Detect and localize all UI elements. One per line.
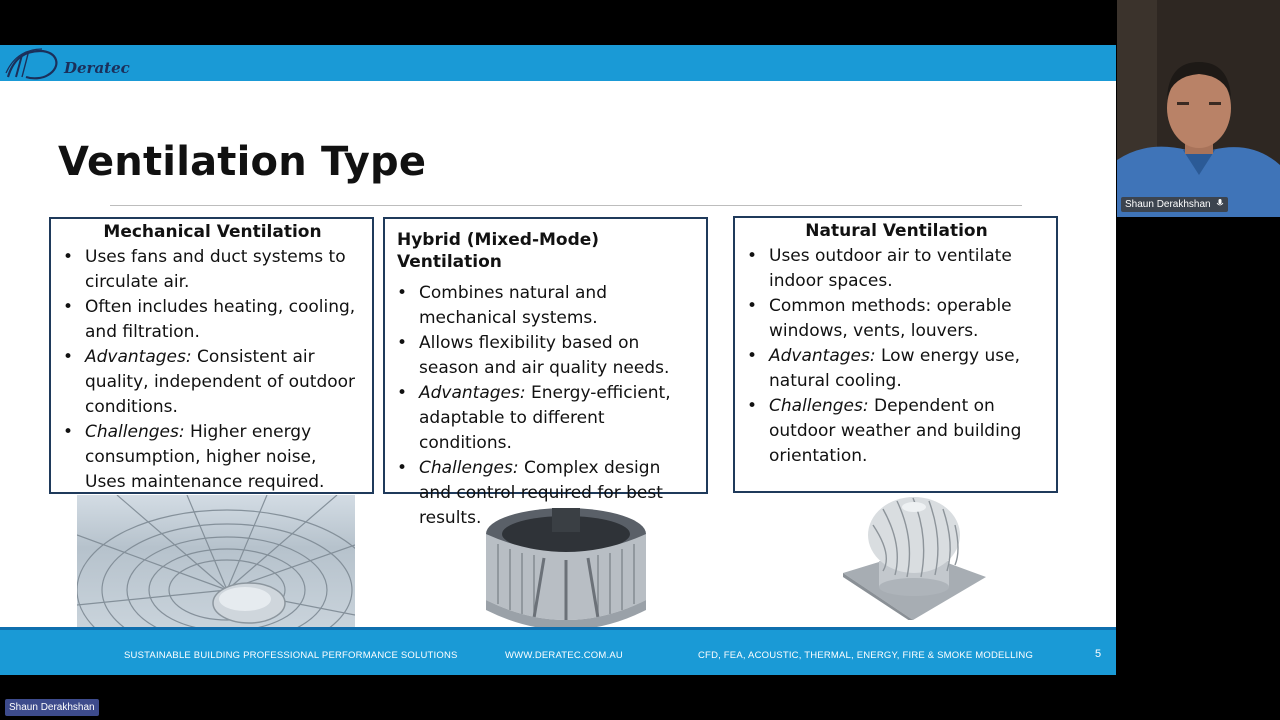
deratec-logo (4, 47, 130, 81)
list-item: • Challenges: Dependent on outdoor weather and building orientation. (747, 394, 1046, 469)
mechanical-box-title: Mechanical Ventilation (103, 222, 322, 242)
list-item: • Often includes heating, cooling, and filtration. (63, 295, 362, 345)
mechanical-fan-image (77, 495, 355, 627)
deratec-logo-mark-icon (4, 47, 62, 81)
participant-video-tile[interactable] (1117, 0, 1280, 217)
footer-services: CFD, FEA, ACOUSTIC, THERMAL, ENERGY, FIRE & SMOKE MODELLING (698, 650, 1034, 661)
hybrid-ventilator-image (484, 500, 648, 630)
slide-title: Ventilation Type (58, 139, 427, 185)
list-item: • Advantages: Low energy use, natural cooling. (747, 344, 1046, 394)
participant-name-tag: Shaun Derakhshan (1121, 197, 1228, 212)
list-item: • Challenges: Higher energy consumption, higher noise, Uses maintenance required. (63, 420, 362, 495)
hybrid-bullet-list (397, 281, 696, 531)
presenter-name-tag: Shaun Derakhshan (5, 699, 99, 716)
natural-ventilation-box (733, 216, 1058, 493)
natural-box-title: Natural Ventilation (805, 221, 988, 241)
natural-bullet-list (747, 244, 1046, 469)
list-item: • Challenges: Complex design and control required for best results. (397, 456, 696, 531)
slide-page-number: 5 (1095, 648, 1102, 660)
list-item: • Advantages: Energy-efficient, adaptable to different conditions. (397, 381, 696, 456)
list-item: • Advantages: Consistent air quality, independent of outdoor conditions. (63, 345, 362, 420)
mechanical-ventilation-box (49, 217, 374, 494)
presentation-slide (0, 45, 1116, 675)
mic-icon (1216, 199, 1224, 208)
title-divider (110, 205, 1022, 206)
slide-footer (0, 627, 1116, 675)
hybrid-ventilation-box (383, 217, 708, 528)
footer-website: WWW.DERATEC.COM.AU (505, 650, 623, 661)
footer-tagline: SUSTAINABLE BUILDING PROFESSIONAL PERFORMANCE SOLUTIONS (124, 650, 458, 661)
list-item: • Allows flexibility based on season and air quality needs. (397, 331, 696, 381)
list-item: • Uses outdoor air to ventilate indoor spaces. (747, 244, 1046, 294)
participant-avatar (1117, 0, 1280, 217)
turbine-vent-image (843, 495, 986, 620)
list-item: • Combines natural and mechanical systems. (397, 281, 696, 331)
hybrid-box-title: Hybrid (Mixed-Mode) Ventilation (397, 230, 600, 272)
list-item: • Uses fans and duct systems to circulate air. (63, 245, 362, 295)
mechanical-bullet-list (63, 245, 362, 495)
logo-wordmark: Deratec (64, 59, 130, 77)
list-item: • Common methods: operable windows, vents, louvers. (747, 294, 1046, 344)
slide-header-bar (0, 45, 1116, 81)
